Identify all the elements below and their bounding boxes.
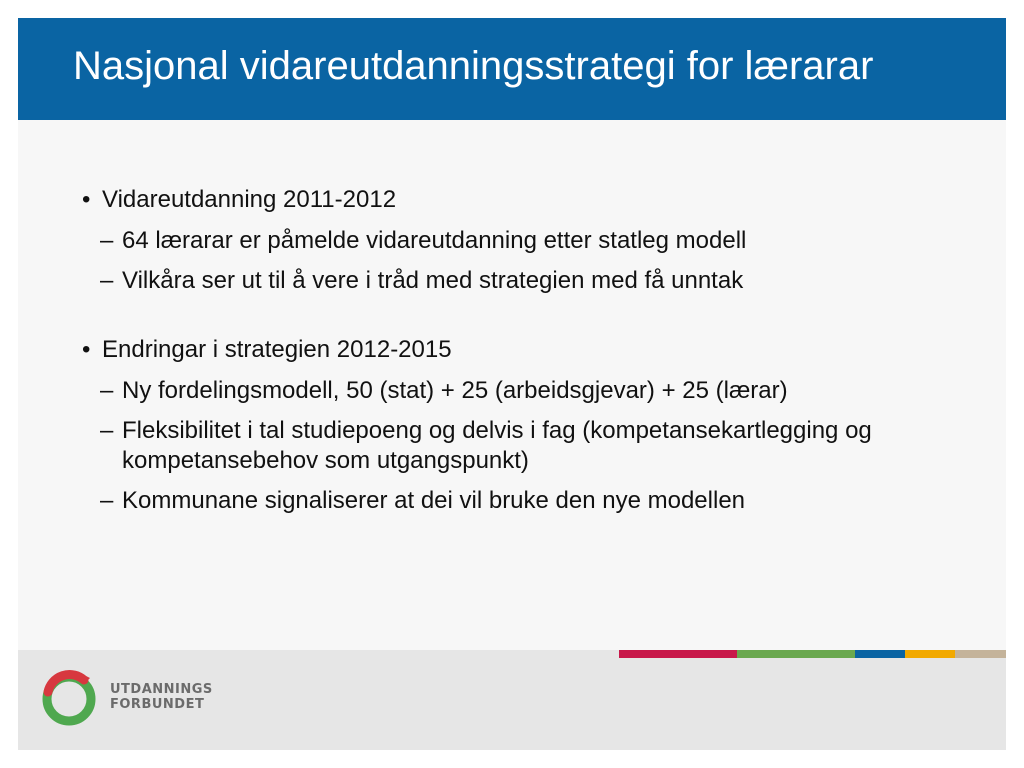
bullet-text: Endringar i strategien 2012-2015 xyxy=(102,336,452,363)
bullet-1 xyxy=(82,184,982,216)
slide-content xyxy=(82,184,982,516)
slide-title: Nasjonal vidareutdanningsstrategi for lærarar xyxy=(73,44,874,88)
bullet-marker: • xyxy=(82,186,91,213)
sub-bullet-text: 64 lærarar er påmelde vidareutdanning etter statleg modell xyxy=(122,227,747,254)
logo-line-1: UTDANNINGS xyxy=(110,682,213,697)
logo-text xyxy=(110,682,213,712)
utdanningsforbundet-logo xyxy=(38,666,213,728)
dash-marker: – xyxy=(100,267,114,294)
sub-bullet-text: Kommunane signaliserer at dei vil bruke den nye modellen xyxy=(122,487,746,514)
sub-bullet-2-2 xyxy=(100,416,982,476)
sub-bullet-text: Vilkåra ser ut til å vere i tråd med strategien med få unntak xyxy=(122,267,744,294)
logo-ring-icon xyxy=(38,666,100,728)
bullet-marker: • xyxy=(82,336,91,363)
strip-green xyxy=(737,650,855,658)
strip-red xyxy=(619,650,737,658)
logo-line-2: FORBUNDET xyxy=(110,697,205,712)
strip-tan xyxy=(955,650,1006,658)
bullet-2 xyxy=(82,334,982,366)
title-bar xyxy=(18,18,1006,120)
footer-color-strip xyxy=(619,650,1006,658)
dash-marker: – xyxy=(100,227,114,254)
sub-bullet-1-2 xyxy=(100,266,982,296)
sub-bullet-2-3 xyxy=(100,486,982,516)
dash-marker: – xyxy=(100,377,114,404)
sub-bullet-1-1 xyxy=(100,226,982,256)
strip-blue xyxy=(855,650,905,658)
dash-marker: – xyxy=(100,487,114,514)
sub-bullet-text: Fleksibilitet i tal studiepoeng og delvis i fag (kompetansekartlegging og kompetansebehov som utgangspunkt) xyxy=(122,417,872,474)
slide xyxy=(18,18,1006,750)
dash-marker: – xyxy=(100,417,114,444)
sub-bullet-text: Ny fordelingsmodell, 50 (stat) + 25 (arbeidsgjevar) + 25 (lærar) xyxy=(122,377,788,404)
strip-yellow xyxy=(905,650,955,658)
bullet-text: Vidareutdanning 2011-2012 xyxy=(102,186,397,213)
sub-bullet-2-1 xyxy=(100,376,982,406)
